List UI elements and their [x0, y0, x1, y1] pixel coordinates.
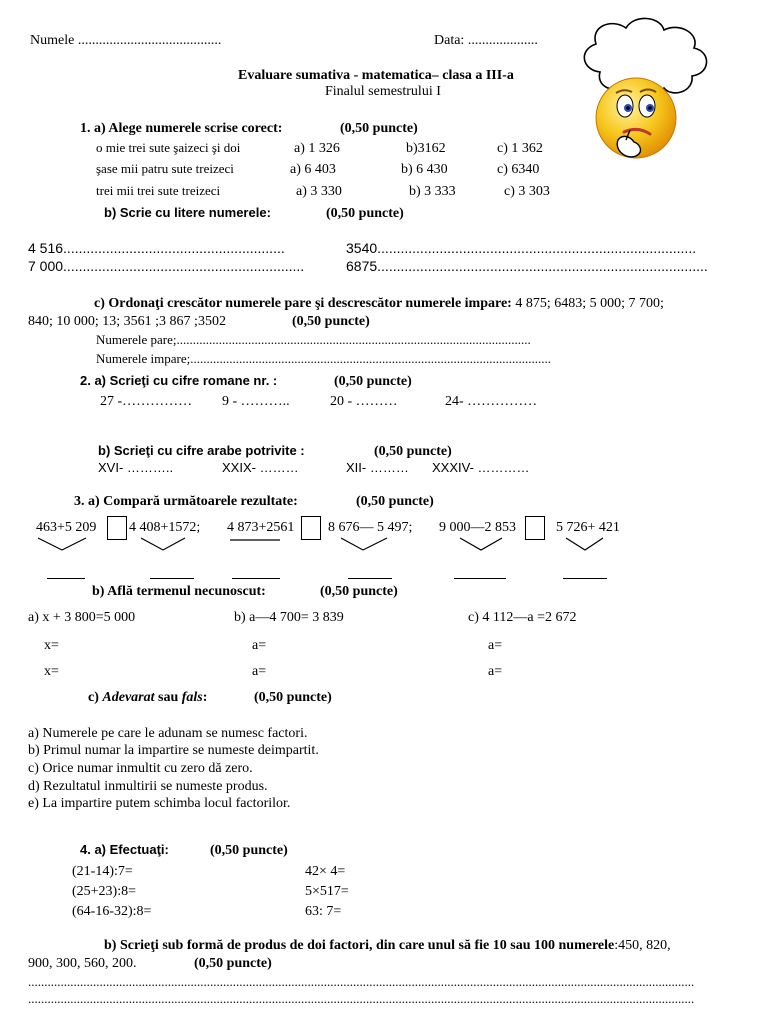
ex2a-item-27: 27 -…………… [100, 394, 193, 409]
ex3b-points: (0,50 puncte) [320, 584, 398, 599]
ex3b-eq-c: c) 4 112—a =2 672 [468, 610, 577, 625]
ex1a-title: 1. a) Alege numerele scrise corect: [80, 121, 283, 136]
ex3b-var-x-2: x= [44, 664, 59, 679]
ex2a-title: 2. a) Scrieţi cu cifre romane nr. : [80, 373, 278, 388]
ex3a-expr-4: 8 676— 5 497; [328, 520, 413, 535]
ex3b-eq-b: b) a—4 700= 3 839 [234, 610, 344, 625]
ex2b-item-xxix: XXIX- ……… [222, 460, 299, 475]
ex3b-var-a-2: a= [252, 664, 267, 679]
answer-line-4[interactable] [348, 578, 392, 579]
ex2b-item-xii: XII- ……… [346, 460, 409, 475]
answer-line-2[interactable] [150, 578, 194, 579]
answer-line-1[interactable] [47, 578, 85, 579]
ex3b-var-x-1: x= [44, 638, 59, 653]
ex4b-answer-line-1[interactable]: ............................................................................................................................................................................................................. [28, 975, 695, 989]
ex2a-item-20: 20 - ……… [330, 394, 398, 409]
ex3c-title: c) Adevarat sau fals: [88, 690, 208, 705]
ex1a-row2-opt-a: a) 6 403 [290, 162, 336, 177]
name-field-label: Numele ......................................... [30, 33, 222, 48]
ex3b-var-a2-2: a= [488, 664, 503, 679]
ex3a-expr-1: 463+5 209 [36, 520, 97, 535]
ex4a-left-1: (21-14):7= [72, 864, 133, 879]
ex1c-line1: c) Ordonaţi crescător numerele pare şi descrescător numerele impare: 4 875; 6483; 5 000; 7 700; [94, 296, 664, 311]
ex3c-statement-d: d) Rezultatul inmultirii se numeste produs. [28, 779, 268, 794]
ex3a-points: (0,50 puncte) [356, 494, 434, 509]
ex1b-line-3540: 3540.................................................................................. [346, 240, 697, 256]
ex1a-row2-opt-c: c) 6340 [497, 162, 540, 177]
ex3b-var-a2-1: a= [488, 638, 503, 653]
ex3b-eq-a: a) x + 3 800=5 000 [28, 610, 136, 625]
ex1a-row3-opt-b: b) 3 333 [409, 184, 456, 199]
ex1b-line-7000: 7 000.............................................................. [28, 258, 305, 274]
ex1c-points: (0,50 puncte) [292, 314, 370, 329]
ex4a-title: 4. a) Efectuaţi: [80, 842, 169, 857]
ex3a-title: 3. a) Compară următoarele rezultate: [74, 494, 298, 509]
ex2b-points: (0,50 puncte) [374, 444, 452, 459]
ex1a-row1-opt-c: c) 1 362 [497, 141, 543, 156]
ex4a-points: (0,50 puncte) [210, 843, 288, 858]
ex2b-item-xvi: XVI- ……….. [98, 460, 174, 475]
ex1c-even-line: Numerele pare;............................................................................................................. [96, 332, 531, 347]
ex4b-points: (0,50 puncte) [194, 956, 272, 971]
ex1a-row3-opt-a: a) 3 330 [296, 184, 342, 199]
ex3a-expr-2: 4 408+1572; [129, 520, 201, 535]
ex2a-item-9: 9 - ……….. [222, 394, 290, 409]
ex2b-item-xxxiv: XXXIV- ………… [432, 460, 530, 475]
ex1a-row3-text: trei mii trei sute treizeci [96, 183, 221, 198]
ex1b-points: (0,50 puncte) [326, 206, 404, 221]
ex3c-statement-b: b) Primul numar la impartire se numeste deimpartit. [28, 743, 319, 758]
ex1b-title: b) Scrie cu litere numerele: [104, 205, 271, 220]
answer-line-6[interactable] [563, 578, 607, 579]
ex1a-row1-text: o mie trei sute şaizeci şi doi [96, 140, 241, 155]
ex1c-odd-line: Numerele impare;............................................................................................................... [96, 351, 551, 366]
ex4a-left-2: (25+23):8= [72, 884, 137, 899]
ex1b-line-6875: 6875..................................................................................... [346, 258, 708, 274]
ex1a-points: (0,50 puncte) [340, 121, 418, 136]
ex1c-line2: 840; 10 000; 13; 3561 ;3 867 ;3502 [28, 314, 226, 329]
ex3c-statement-e: e) La impartire putem schimba locul factorilor. [28, 796, 291, 811]
ex3c-statement-a: a) Numerele pe care le adunam se numesc factori. [28, 726, 308, 741]
ex4b-line1: b) Scrieţi sub formă de produs de doi factori, din care unul să fie 10 sau 100 numerele:450, 820, [104, 938, 671, 953]
ex3b-title: b) Află termenul necunoscut: [92, 584, 266, 599]
answer-line-3[interactable] [232, 578, 280, 579]
ex3b-var-a-1: a= [252, 638, 267, 653]
ex3a-expr-5: 9 000—2 853 [439, 520, 516, 535]
page-title: Evaluare sumativa - matematica– clasa a III-a [238, 68, 514, 83]
ex1a-row3-opt-c: c) 3 303 [504, 184, 550, 199]
ex4b-answer-line-2[interactable]: ............................................................................................................................................................................................................. [28, 992, 695, 1006]
page-subtitle: Finalul semestrului I [325, 84, 441, 99]
ex1a-row1-opt-b: b)3162 [406, 141, 446, 156]
ex2a-points: (0,50 puncte) [334, 374, 412, 389]
ex1a-row1-opt-a: a) 1 326 [294, 141, 340, 156]
ex2a-item-24: 24- …………… [445, 394, 538, 409]
ex1a-row2-text: şase mii patru sute treizeci [96, 161, 234, 176]
answer-line-5[interactable] [454, 578, 506, 579]
ex4b-line2: 900, 300, 560, 200. [28, 956, 137, 971]
ex4a-right-3: 63: 7= [305, 904, 342, 919]
ex4a-right-1: 42× 4= [305, 864, 346, 879]
ex1b-line-4516: 4 516......................................................... [28, 240, 285, 256]
ex3a-expr-3: 4 873+2561 [227, 520, 295, 535]
ex1a-row2-opt-b: b) 6 430 [401, 162, 448, 177]
ex2b-title: b) Scrieţi cu cifre arabe potrivite : [98, 443, 305, 458]
date-field-label: Data: .................... [434, 33, 538, 48]
ex4a-right-2: 5×517= [305, 884, 349, 899]
ex3a-expr-6: 5 726+ 421 [556, 520, 620, 535]
ex4a-left-3: (64-16-32):8= [72, 904, 152, 919]
ex3c-statement-c: c) Orice numar inmultit cu zero dă zero. [28, 761, 253, 776]
ex3c-points: (0,50 puncte) [254, 690, 332, 705]
